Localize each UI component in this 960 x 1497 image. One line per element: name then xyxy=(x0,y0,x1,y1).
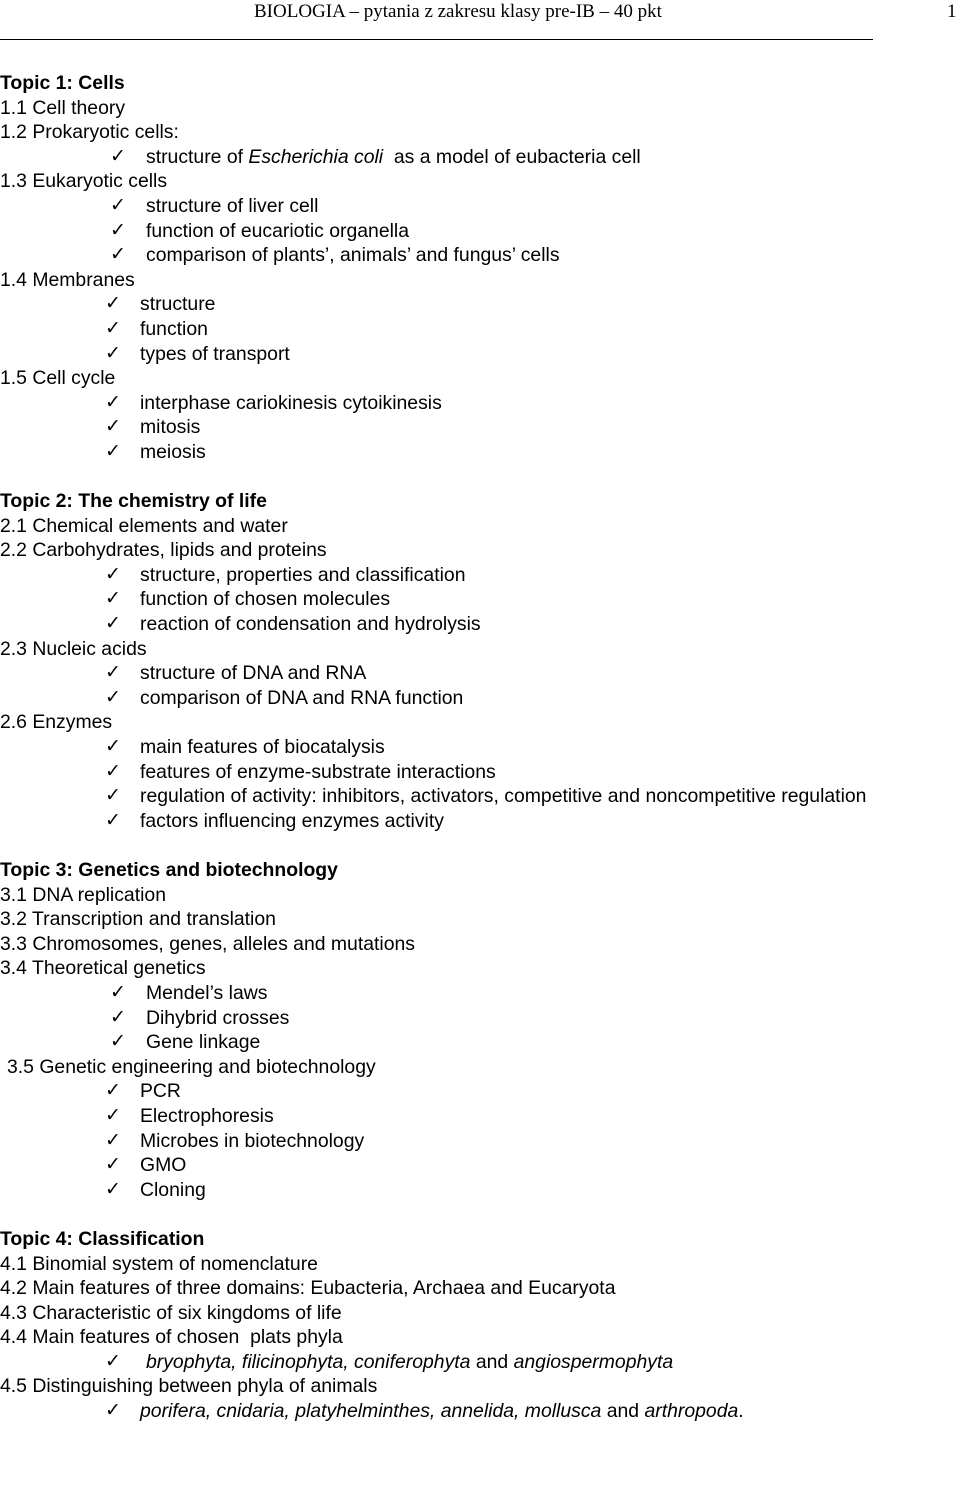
list-item xyxy=(0,292,960,317)
checkmark-icon: ✓ xyxy=(105,686,121,708)
phyla-name: angiospermophyta xyxy=(513,1350,674,1373)
list-item-text: structure, properties and classification xyxy=(140,563,466,586)
checkmark-icon: ✓ xyxy=(110,981,126,1003)
header-rule xyxy=(0,39,873,40)
list-item xyxy=(0,1129,960,1154)
topic-1-heading: Topic 1: Cells xyxy=(0,72,125,94)
section-4-3: 4.3 Characteristic of six kingdoms of life xyxy=(0,1301,342,1324)
checkmark-icon: ✓ xyxy=(110,1031,126,1053)
list-item-text: Electrophoresis xyxy=(140,1104,274,1127)
list-item-text: types of transport xyxy=(140,342,290,365)
list-item-text: function of eucariotic organella xyxy=(146,219,410,242)
list-item-text: mitosis xyxy=(140,416,201,439)
checkmark-icon: ✓ xyxy=(105,809,121,831)
section-1-5: 1.5 Cell cycle xyxy=(0,367,116,390)
list-item xyxy=(0,194,960,219)
syllabus-content xyxy=(0,71,960,1424)
list-item-text: meiosis xyxy=(140,440,206,463)
checkmark-icon: ✓ xyxy=(105,1154,121,1176)
phyla-names: porifera, cnidaria, platyhelminthes, annelida, mollusca xyxy=(140,1400,602,1423)
checkmark-icon: ✓ xyxy=(105,293,121,315)
checkmark-icon: ✓ xyxy=(105,440,121,462)
list-item xyxy=(0,1079,960,1104)
checkmark-icon: ✓ xyxy=(105,563,121,585)
list-item xyxy=(0,1178,960,1203)
list-item xyxy=(0,1350,960,1375)
list-item xyxy=(0,661,960,686)
spacer xyxy=(0,465,960,490)
list-item-text: PCR xyxy=(140,1080,181,1103)
list-item-text: structure xyxy=(140,293,216,316)
section-3-3: 3.3 Chromosomes, genes, alleles and mutations xyxy=(0,932,415,955)
list-item xyxy=(0,981,960,1006)
list-item xyxy=(0,587,960,612)
phyla-names: bryophyta, filicinophyta, coniferophyta xyxy=(146,1350,471,1373)
topic-4-heading: Topic 4: Classification xyxy=(0,1227,205,1250)
list-item-text: Cloning xyxy=(140,1178,206,1201)
checkmark-icon: ✓ xyxy=(105,760,121,782)
checkmark-icon: ✓ xyxy=(105,416,121,438)
list-item xyxy=(0,1153,960,1178)
checkmark-icon: ✓ xyxy=(105,588,121,610)
checkmark-icon: ✓ xyxy=(110,145,126,167)
list-item-text: comparison of plants’, animals’ and fungus’ cells xyxy=(146,244,560,267)
list-item-text: reaction of condensation and hydrolysis xyxy=(140,613,481,636)
page-number: 1 xyxy=(947,1,957,22)
list-item xyxy=(0,1006,960,1031)
list-item-text: main features of biocatalysis xyxy=(140,736,385,759)
checkmark-icon: ✓ xyxy=(105,317,121,339)
list-item xyxy=(0,243,960,268)
checkmark-icon: ✓ xyxy=(110,1006,126,1028)
checkmark-icon: ✓ xyxy=(105,785,121,807)
list-item xyxy=(0,415,960,440)
section-4-1: 4.1 Binomial system of nomenclature xyxy=(0,1252,318,1275)
list-item xyxy=(0,391,960,416)
section-2-1: 2.1 Chemical elements and water xyxy=(0,514,288,537)
checkmark-icon: ✓ xyxy=(105,662,121,684)
list-item xyxy=(0,686,960,711)
spacer xyxy=(0,1202,960,1227)
list-item-text: bryophyta, filicinophyta, coniferophyta and angiospermophyta xyxy=(146,1350,674,1373)
checkmark-icon: ✓ xyxy=(105,736,121,758)
section-4-5: 4.5 Distinguishing between phyla of animals xyxy=(0,1375,378,1398)
topic-2-heading: Topic 2: The chemistry of life xyxy=(0,490,267,513)
list-item-text: comparison of DNA and RNA function xyxy=(140,686,464,709)
checkmark-icon: ✓ xyxy=(105,1350,121,1372)
list-item-text: function xyxy=(140,317,208,340)
list-item-text: structure of DNA and RNA xyxy=(140,662,367,685)
document-title: BIOLOGIA – pytania z zakresu klasy pre-IB – 40 pkt xyxy=(254,1,662,22)
section-4-4: 4.4 Main features of chosen plats phyla xyxy=(0,1326,343,1349)
list-item-text: Microbes in biotechnology xyxy=(140,1129,365,1152)
list-item-text: structure of liver cell xyxy=(146,194,319,217)
list-item-text: Gene linkage xyxy=(146,1031,261,1054)
checkmark-icon: ✓ xyxy=(110,194,126,216)
list-item xyxy=(0,612,960,637)
list-item xyxy=(0,342,960,367)
page-header xyxy=(0,0,960,40)
list-item-text: factors influencing enzymes activity xyxy=(140,809,444,832)
list-item xyxy=(0,317,960,342)
section-1-1: 1.1 Cell theory xyxy=(0,96,126,119)
section-3-2: 3.2 Transcription and translation xyxy=(0,908,276,931)
checkmark-icon: ✓ xyxy=(105,613,121,635)
section-1-2: 1.2 Prokaryotic cells: xyxy=(0,121,179,144)
list-item-text: features of enzyme-substrate interactions xyxy=(140,760,496,783)
list-item-text: GMO xyxy=(140,1154,187,1177)
list-item xyxy=(0,1030,960,1055)
list-item xyxy=(0,145,960,170)
checkmark-icon: ✓ xyxy=(110,219,126,241)
list-item xyxy=(0,735,960,760)
phyla-name: arthropoda xyxy=(644,1400,739,1423)
list-item xyxy=(0,760,960,785)
checkmark-icon: ✓ xyxy=(105,1104,121,1126)
list-item-text: porifera, cnidaria, platyhelminthes, annelida, mollusca and arthropoda. xyxy=(140,1400,744,1423)
section-2-3: 2.3 Nucleic acids xyxy=(0,637,147,660)
checkmark-icon: ✓ xyxy=(105,1129,121,1151)
list-item xyxy=(0,1104,960,1129)
list-item-text: Dihybrid crosses xyxy=(146,1006,290,1029)
checkmark-icon: ✓ xyxy=(105,1178,121,1200)
topic-3-heading: Topic 3: Genetics and biotechnology xyxy=(0,859,338,881)
section-1-3: 1.3 Eukaryotic cells xyxy=(0,170,168,193)
list-item-text: Mendel’s laws xyxy=(146,981,268,1004)
list-item-text: regulation of activity: inhibitors, activators, competitive and noncompetitive regulation xyxy=(140,785,867,808)
list-item xyxy=(0,219,960,244)
section-3-1: 3.1 DNA replication xyxy=(0,883,166,906)
species-name: Escherichia coli xyxy=(248,145,384,168)
list-item-text: interphase cariokinesis cytoikinesis xyxy=(140,391,442,414)
spacer xyxy=(0,833,960,858)
section-2-2: 2.2 Carbohydrates, lipids and proteins xyxy=(0,539,327,562)
checkmark-icon: ✓ xyxy=(110,244,126,266)
checkmark-icon: ✓ xyxy=(105,391,121,413)
section-1-4: 1.4 Membranes xyxy=(0,268,135,291)
section-2-6: 2.6 Enzymes xyxy=(0,711,113,734)
section-3-5: 3.5 Genetic engineering and biotechnology xyxy=(7,1055,376,1078)
list-item-text: structure of Escherichia coli as a model of eubacteria cell xyxy=(146,145,641,168)
list-item xyxy=(0,563,960,588)
checkmark-icon: ✓ xyxy=(105,1400,121,1422)
checkmark-icon: ✓ xyxy=(105,342,121,364)
section-4-2: 4.2 Main features of three domains: Eubacteria, Archaea and Eucaryota xyxy=(0,1277,616,1300)
list-item xyxy=(0,784,960,809)
checkmark-icon: ✓ xyxy=(105,1080,121,1102)
list-item xyxy=(0,809,960,834)
section-3-4: 3.4 Theoretical genetics xyxy=(0,957,206,980)
list-item-text: function of chosen molecules xyxy=(140,588,391,611)
list-item xyxy=(0,1399,960,1424)
list-item xyxy=(0,440,960,465)
